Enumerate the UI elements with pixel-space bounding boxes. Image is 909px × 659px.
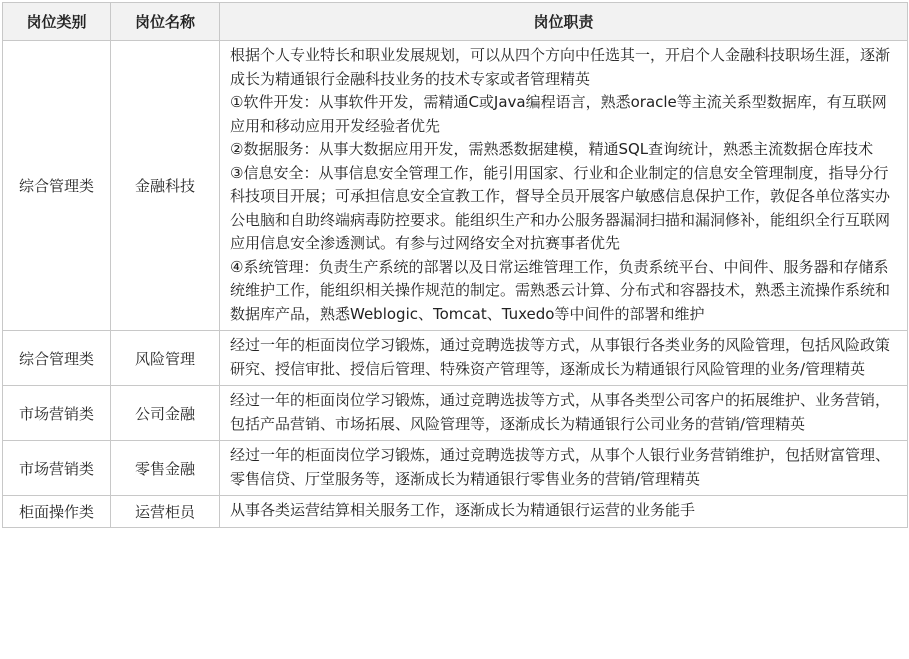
table-row (3, 386, 908, 441)
duty-line: 从事各类运营结算相关服务工作，逐渐成长为精通银行运营的业务能手 (230, 501, 696, 519)
duty-line: 根据个人专业特长和职业发展规划，可以从四个方向中任选其一，开启个人金融科技职场生涯，逐渐成长为精通银行金融科技业务的技术专家或者管理精英 (230, 46, 891, 88)
cell-category: 市场营销类 (3, 386, 111, 441)
duty-line: 经过一年的柜面岗位学习锻炼，通过竞聘选拔等方式，从事银行各类业务的风险管理，包括风险政策研究、授信审批、授信后管理、特殊资产管理等，逐渐成长为精通银行风险管理的业务/管理精英 (230, 336, 891, 378)
duty-line: ④系统管理：负责生产系统的部署以及日常运维管理工作，负责系统平台、中间件、服务器和存储系统维护工作，能组织相关操作规范的制定。需熟悉云计算、分布式和容器技术，熟悉主流操作系统和数据库产品，熟悉Weblogic、Tomcat、Tuxedo等中间件的部署和维护 (230, 257, 891, 323)
cell-category: 市场营销类 (3, 441, 111, 496)
cell-duty (220, 41, 908, 331)
cell-duty (220, 386, 908, 441)
duty-line: ③信息安全：从事信息安全管理工作，能引用国家、行业和企业制定的信息安全管理制度，指导分行科技项目开展；可承担信息安全宣教工作，督导全员开展客户敏感信息保护工作，敦促各单位落实办公电脑和自助终端病毒防控要求。能组织生产和办公服务器漏洞扫描和漏洞修补，能组织全行互联网应用信息安全渗透测试。有参与过网络安全对抗赛事者优先 (230, 163, 891, 252)
cell-category: 柜面操作类 (3, 496, 111, 528)
cell-category: 综合管理类 (3, 331, 111, 386)
duty-line: ②数据服务：从事大数据应用开发，需熟悉数据建模，精通SQL查询统计，熟悉主流数据仓库技术 (230, 140, 874, 158)
header-duty: 岗位职责 (220, 3, 908, 41)
duty-line: ①软件开发：从事软件开发，需精通C或Java编程语言，熟悉oracle等主流关系型数据库，有互联网应用和移动应用开发经验者优先 (230, 93, 887, 135)
table-row (3, 331, 908, 386)
table-row (3, 41, 908, 331)
cell-name: 金融科技 (111, 41, 220, 331)
cell-category: 综合管理类 (3, 41, 111, 331)
cell-duty (220, 441, 908, 496)
cell-name: 零售金融 (111, 441, 220, 496)
duty-line: 经过一年的柜面岗位学习锻炼，通过竞聘选拔等方式，从事各类型公司客户的拓展维护、业务营销，包括产品营销、市场拓展、风险管理等，逐渐成长为精通银行公司业务的营销/管理精英 (230, 391, 891, 433)
header-category: 岗位类别 (3, 3, 111, 41)
duty-line: 经过一年的柜面岗位学习锻炼，通过竞聘选拔等方式，从事个人银行业务营销维护，包括财富管理、零售信贷、厅堂服务等，逐渐成长为精通银行零售业务的营销/管理精英 (230, 446, 891, 488)
cell-duty (220, 496, 908, 528)
table-row (3, 441, 908, 496)
header-row (3, 3, 908, 41)
header-name: 岗位名称 (111, 3, 220, 41)
table-row (3, 496, 908, 528)
cell-name: 运营柜员 (111, 496, 220, 528)
cell-name: 公司金融 (111, 386, 220, 441)
cell-name: 风险管理 (111, 331, 220, 386)
job-table (2, 2, 908, 528)
cell-duty (220, 331, 908, 386)
